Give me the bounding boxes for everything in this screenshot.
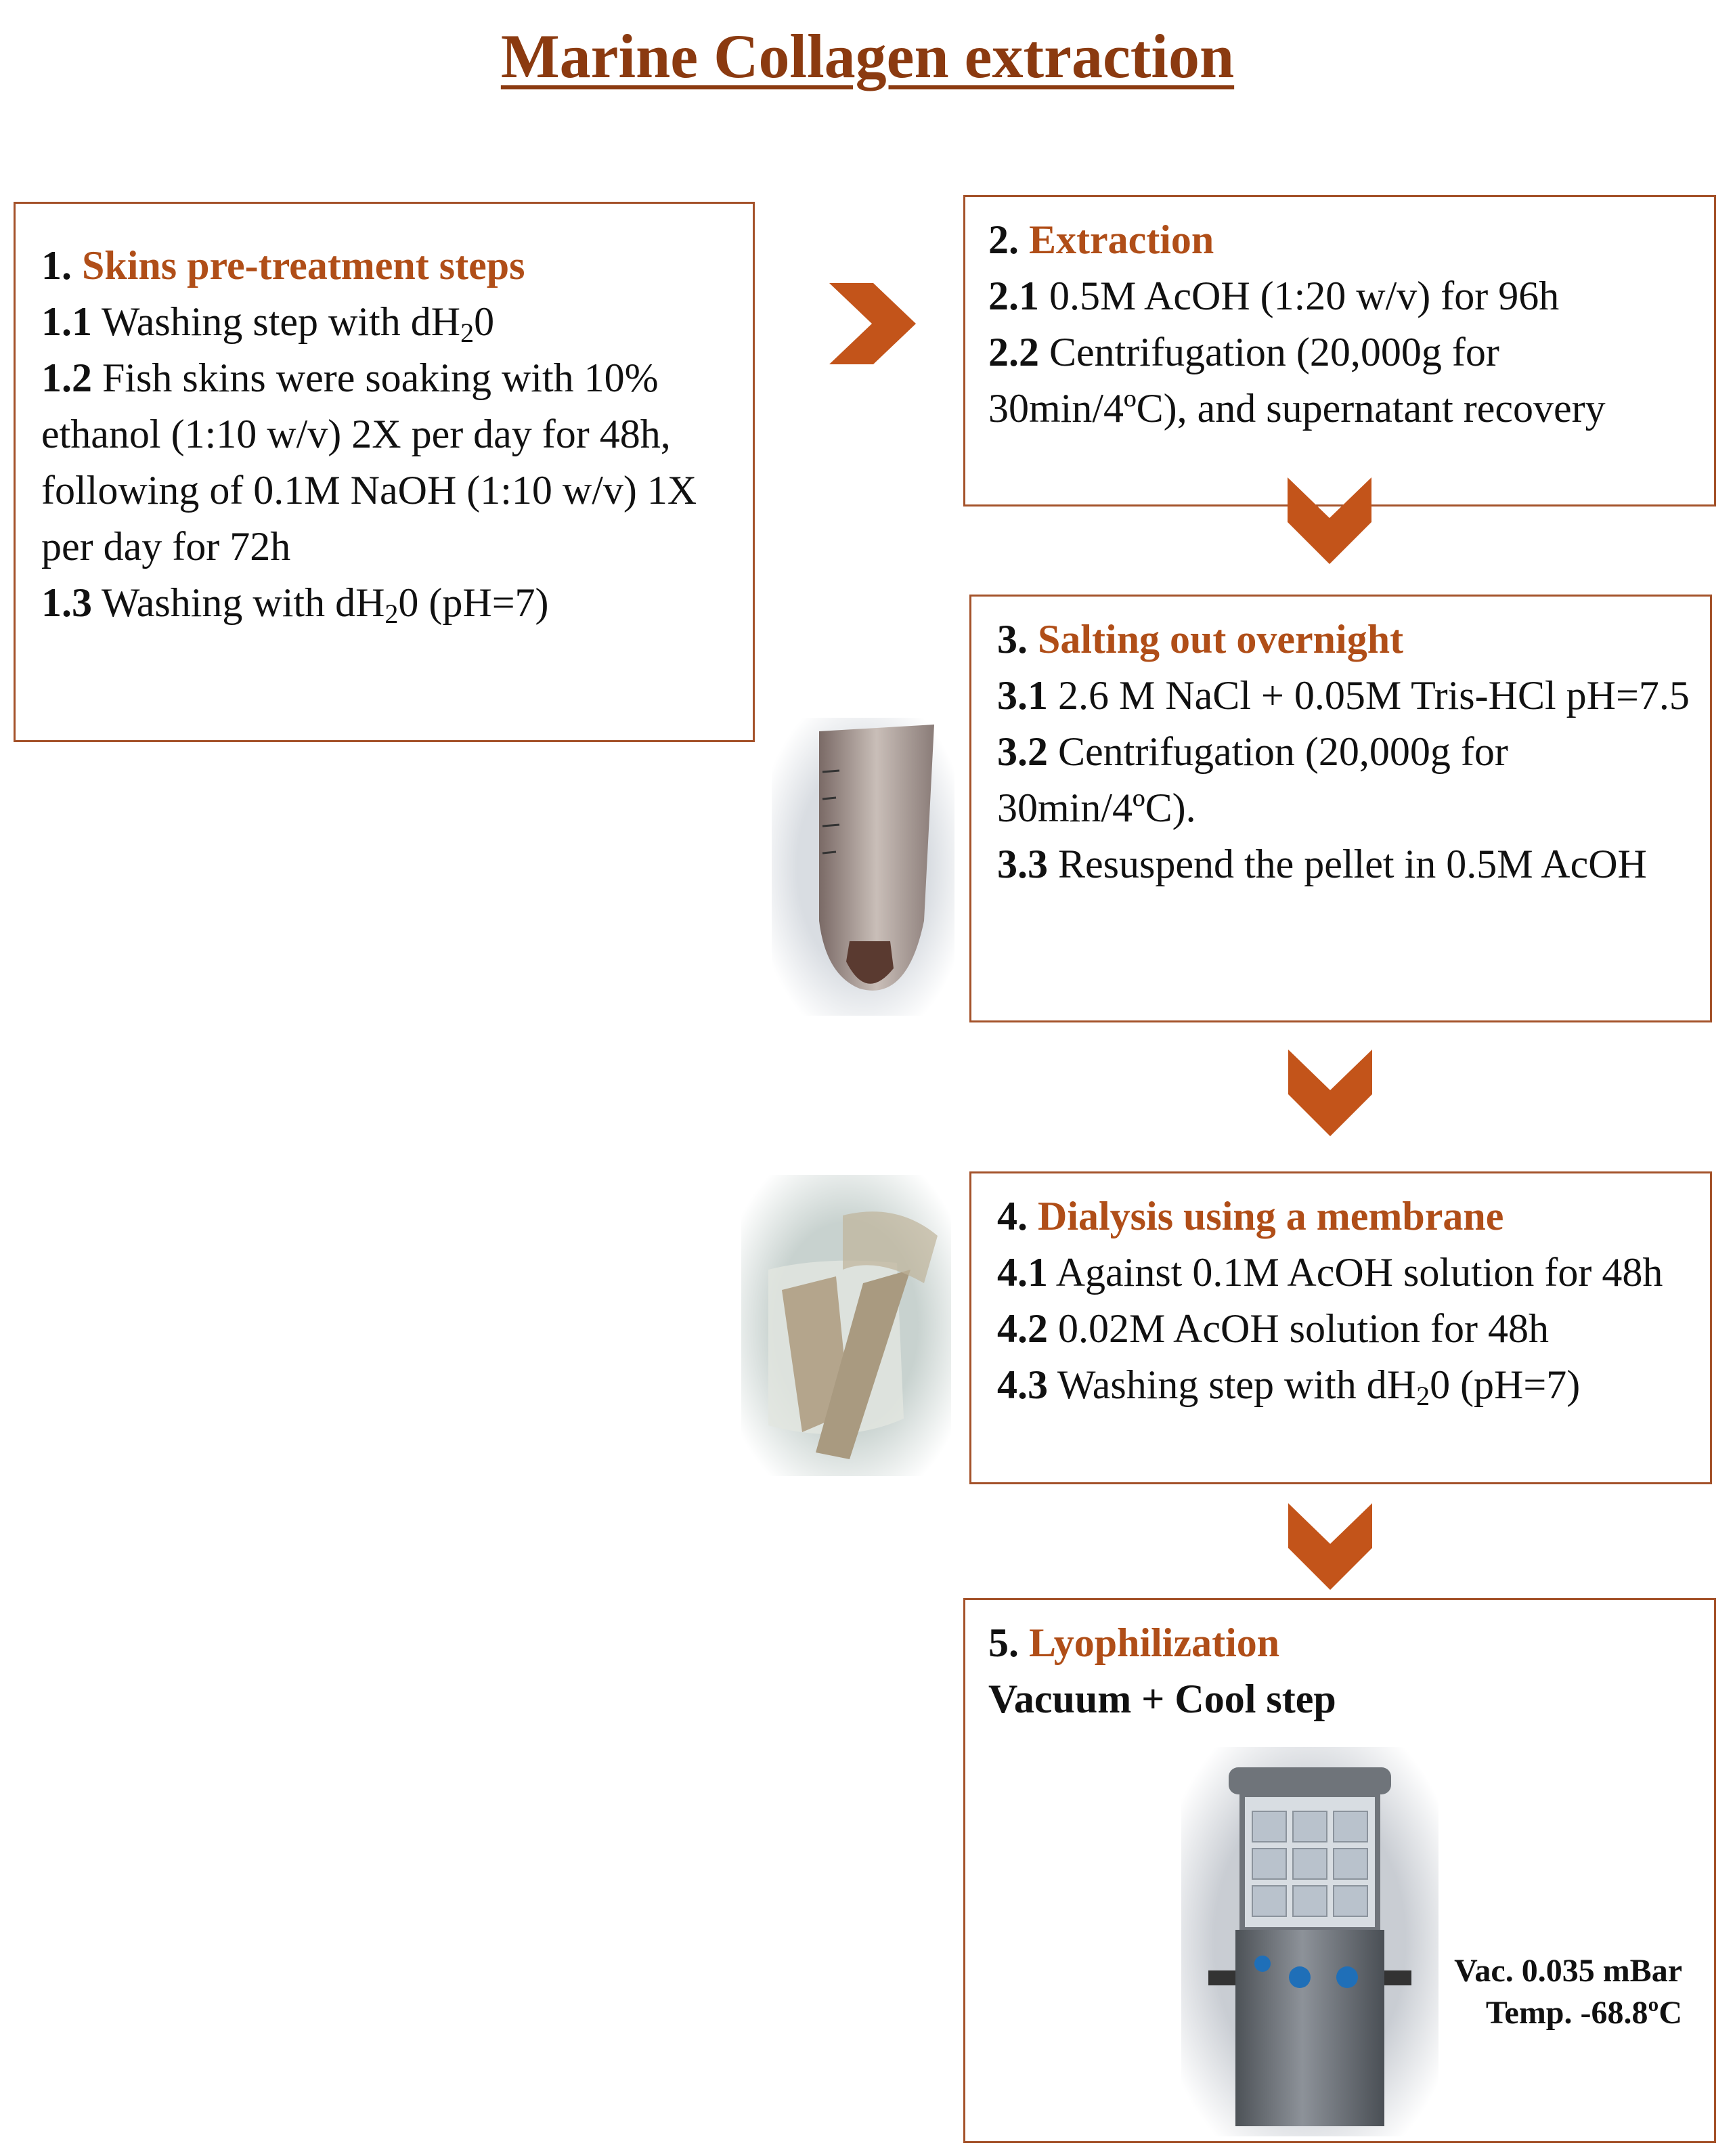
step1-heading: 1. Skins pre-treatment steps xyxy=(41,243,525,288)
temperature-value: Temp. -68.8ºC xyxy=(1485,1995,1682,2031)
step4-heading: 4. Dialysis using a membrane xyxy=(997,1194,1504,1238)
step1-item-2: 1.2 Fish skins were soaking with 10% ethanol (1:10 w/v) 2X per day for 48h, following of 0.1M NaOH (1:10 w/v) 1X per day for 72h xyxy=(41,355,697,569)
step4-item-1: 4.1 Against 0.1M AcOH solution for 48h xyxy=(997,1250,1663,1295)
step2-item-2: 2.2 Centrifugation (20,000g for 30min/4ºC), and supernatant recovery xyxy=(988,330,1606,431)
step3-heading: 3. Salting out overnight xyxy=(997,617,1404,662)
step1-box xyxy=(14,202,755,742)
freeze-dryer-photo xyxy=(1181,1747,1438,2136)
step2-box xyxy=(963,195,1716,506)
vacuum-value: Vac. 0.035 mBar xyxy=(1454,1953,1682,1989)
arrow-right-icon xyxy=(829,283,917,364)
step5-subheading: Vacuum + Cool step xyxy=(988,1677,1336,1721)
arrow-down-icon xyxy=(1288,1050,1372,1138)
dialysis-membrane-photo xyxy=(741,1175,951,1476)
page-title: Marine Collagen extraction xyxy=(500,22,1235,91)
step4-item-3: 4.3 Washing step with $dH_20$ (pH=7) xyxy=(997,1362,1581,1411)
step2-heading: 2. Extraction xyxy=(988,217,1214,262)
step2-item-1: 2.1 0.5M AcOH (1:20 w/v) for 96h xyxy=(988,274,1560,318)
step3-item-1: 3.1 2.6 M NaCl + 0.05M Tris-HCl pH=7.5 xyxy=(997,673,1690,718)
step1-item-3: 1.3 Washing with $dH_20$ (pH=7) xyxy=(41,580,549,629)
step3-item-3: 3.3 Resuspend the pellet in 0.5M AcOH xyxy=(997,842,1647,886)
step4-item-2: 4.2 0.02M AcOH solution for 48h xyxy=(997,1306,1549,1351)
step1-item-1: 1.1 Washing step with $dH_20$ xyxy=(41,299,495,348)
step3-box xyxy=(969,595,1712,1022)
step3-item-2: 3.2 Centrifugation (20,000g for 30min/4ºC). xyxy=(997,729,1508,830)
centrifuge-tube-photo xyxy=(772,718,954,1016)
arrow-down-icon xyxy=(1288,1503,1372,1591)
arrow-down-icon xyxy=(1288,477,1371,565)
step4-box xyxy=(969,1171,1712,1484)
vacuum-readout xyxy=(1347,1950,1682,2034)
step5-heading: 5. Lyophilization xyxy=(988,1620,1280,1665)
